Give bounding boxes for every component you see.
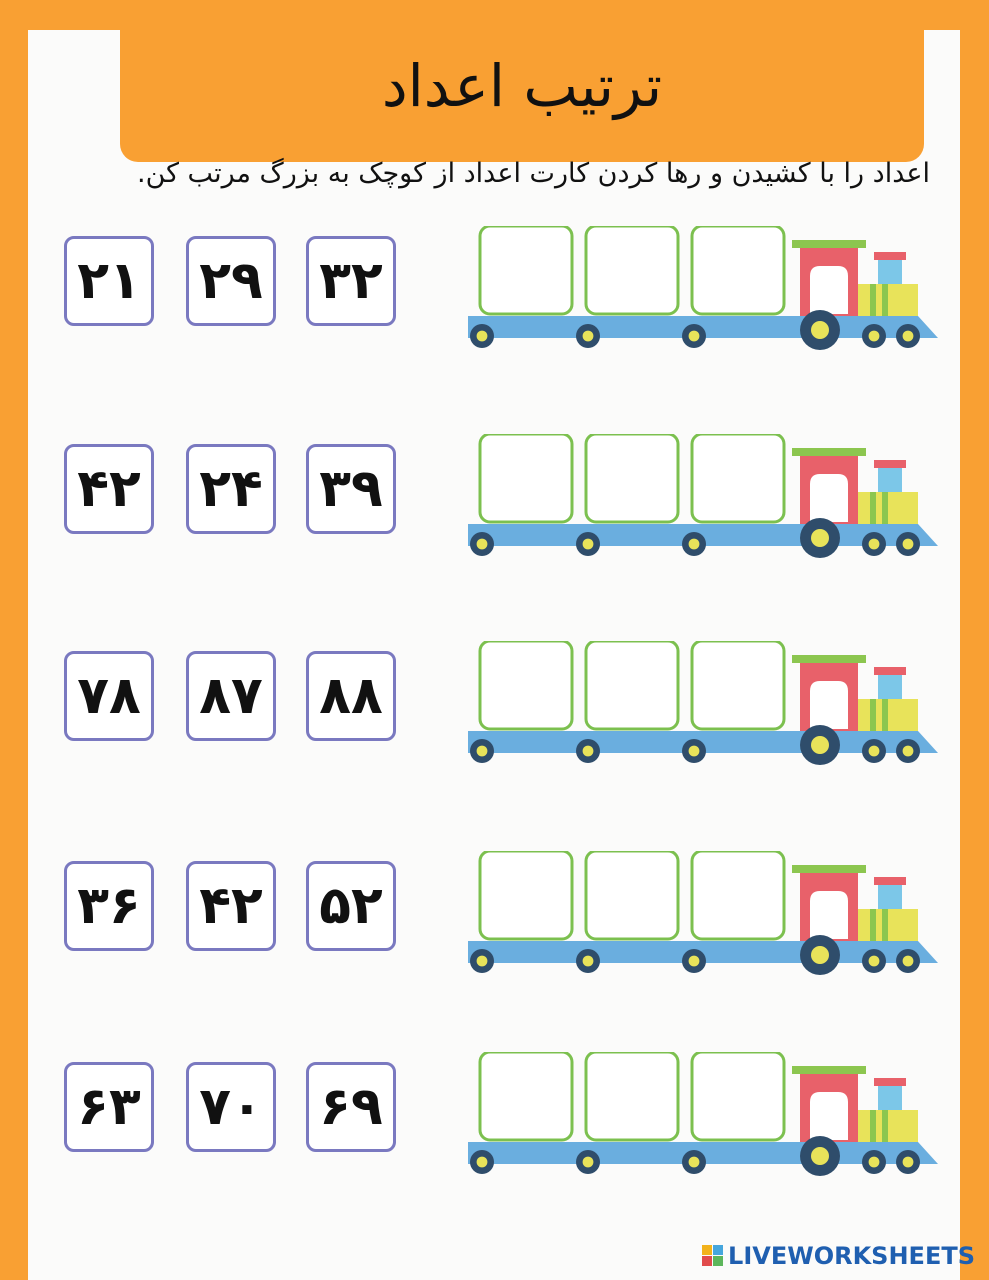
- smokestack: [878, 464, 902, 492]
- number-card[interactable]: ۷۸: [64, 651, 154, 741]
- boiler-stripe: [882, 699, 888, 731]
- number-card[interactable]: ۸۸: [306, 651, 396, 741]
- exercise-row-2: [0, 444, 989, 594]
- wheel-hub: [689, 956, 700, 967]
- train-illustration: [458, 434, 940, 564]
- wheel-hub: [583, 956, 594, 967]
- number-card[interactable]: ۲۱: [64, 236, 154, 326]
- wheel-hub: [869, 746, 880, 757]
- drop-slot-2[interactable]: [586, 434, 678, 522]
- boiler-stripe: [882, 284, 888, 316]
- wheel-hub: [903, 331, 914, 342]
- drop-slot-1[interactable]: [480, 1052, 572, 1140]
- drop-slot-2[interactable]: [586, 641, 678, 729]
- number-card[interactable]: ۵۲: [306, 861, 396, 951]
- wheel-hub: [811, 321, 829, 339]
- number-card[interactable]: ۴۲: [186, 861, 276, 951]
- train-illustration: [458, 851, 940, 981]
- wheel-hub: [583, 1157, 594, 1168]
- engine-window: [810, 681, 848, 729]
- smokestack-cap: [874, 252, 906, 260]
- wheel-hub: [811, 736, 829, 754]
- drop-slot-2[interactable]: [586, 851, 678, 939]
- boiler-stripe: [870, 699, 876, 731]
- drop-slot-1[interactable]: [480, 641, 572, 729]
- smokestack-cap: [874, 667, 906, 675]
- drop-slot-3[interactable]: [692, 226, 784, 314]
- smokestack: [878, 881, 902, 909]
- number-card[interactable]: ۳۹: [306, 444, 396, 534]
- engine-window: [810, 1092, 848, 1140]
- number-card[interactable]: ۶۹: [306, 1062, 396, 1152]
- drop-slot-2[interactable]: [586, 226, 678, 314]
- smokestack-cap: [874, 1078, 906, 1086]
- exercise-row-3: [0, 651, 989, 801]
- wheel-hub: [583, 539, 594, 550]
- drop-slot-3[interactable]: [692, 1052, 784, 1140]
- wheel-hub: [689, 746, 700, 757]
- wheel-hub: [903, 746, 914, 757]
- wheel-hub: [477, 746, 488, 757]
- number-card[interactable]: ۳۶: [64, 861, 154, 951]
- drop-slot-3[interactable]: [692, 851, 784, 939]
- boiler-stripe: [870, 284, 876, 316]
- wheel-hub: [811, 1147, 829, 1165]
- wheel-hub: [689, 1157, 700, 1168]
- wheel-hub: [811, 946, 829, 964]
- number-card[interactable]: ۶۳: [64, 1062, 154, 1152]
- number-card[interactable]: ۳۲: [306, 236, 396, 326]
- smokestack-cap: [874, 877, 906, 885]
- wheel-hub: [583, 746, 594, 757]
- wheel-hub: [869, 1157, 880, 1168]
- wheel-hub: [477, 331, 488, 342]
- wheel-hub: [903, 539, 914, 550]
- wheel-hub: [869, 956, 880, 967]
- wheel-hub: [477, 539, 488, 550]
- wheel-hub: [477, 956, 488, 967]
- smokestack: [878, 1082, 902, 1110]
- smokestack: [878, 256, 902, 284]
- instruction-text: اعداد را با کشیدن و رها کردن کارت اعداد از کوچک به بزرگ مرتب کن.: [136, 158, 930, 189]
- wheel-hub: [583, 331, 594, 342]
- number-card[interactable]: ۴۲: [64, 444, 154, 534]
- wheel-hub: [869, 331, 880, 342]
- number-card[interactable]: ۸۷: [186, 651, 276, 741]
- liveworksheets-logo-icon: [702, 1245, 724, 1267]
- train-illustration: [458, 641, 940, 771]
- title-banner: [120, 30, 924, 162]
- engine-roof: [792, 448, 866, 456]
- boiler-stripe: [870, 1110, 876, 1142]
- exercise-row-1: [0, 236, 989, 386]
- wheel-hub: [477, 1157, 488, 1168]
- number-card[interactable]: ۲۴: [186, 444, 276, 534]
- engine-roof: [792, 1066, 866, 1074]
- engine-window: [810, 266, 848, 314]
- engine-roof: [792, 240, 866, 248]
- smokestack-cap: [874, 460, 906, 468]
- number-card[interactable]: ۲۹: [186, 236, 276, 326]
- exercise-row-4: [0, 861, 989, 1011]
- boiler-stripe: [882, 909, 888, 941]
- wheel-hub: [811, 529, 829, 547]
- boiler-stripe: [882, 492, 888, 524]
- boiler-stripe: [870, 909, 876, 941]
- wheel-hub: [689, 539, 700, 550]
- drop-slot-2[interactable]: [586, 1052, 678, 1140]
- wheel-hub: [903, 956, 914, 967]
- watermark: [702, 1242, 975, 1270]
- drop-slot-3[interactable]: [692, 641, 784, 729]
- exercise-row-5: [0, 1062, 989, 1212]
- drop-slot-1[interactable]: [480, 226, 572, 314]
- wheel-hub: [869, 539, 880, 550]
- page-title: ترتیب اعداد: [381, 52, 663, 120]
- engine-window: [810, 474, 848, 522]
- drop-slot-1[interactable]: [480, 434, 572, 522]
- wheel-hub: [689, 331, 700, 342]
- drop-slot-3[interactable]: [692, 434, 784, 522]
- watermark-text: LIVEWORKSHEETS: [728, 1242, 975, 1270]
- engine-roof: [792, 865, 866, 873]
- smokestack: [878, 671, 902, 699]
- train-illustration: [458, 1052, 940, 1182]
- train-illustration: [458, 226, 940, 356]
- engine-roof: [792, 655, 866, 663]
- drop-slot-1[interactable]: [480, 851, 572, 939]
- number-card[interactable]: ۷۰: [186, 1062, 276, 1152]
- boiler-stripe: [882, 1110, 888, 1142]
- engine-window: [810, 891, 848, 939]
- wheel-hub: [903, 1157, 914, 1168]
- boiler-stripe: [870, 492, 876, 524]
